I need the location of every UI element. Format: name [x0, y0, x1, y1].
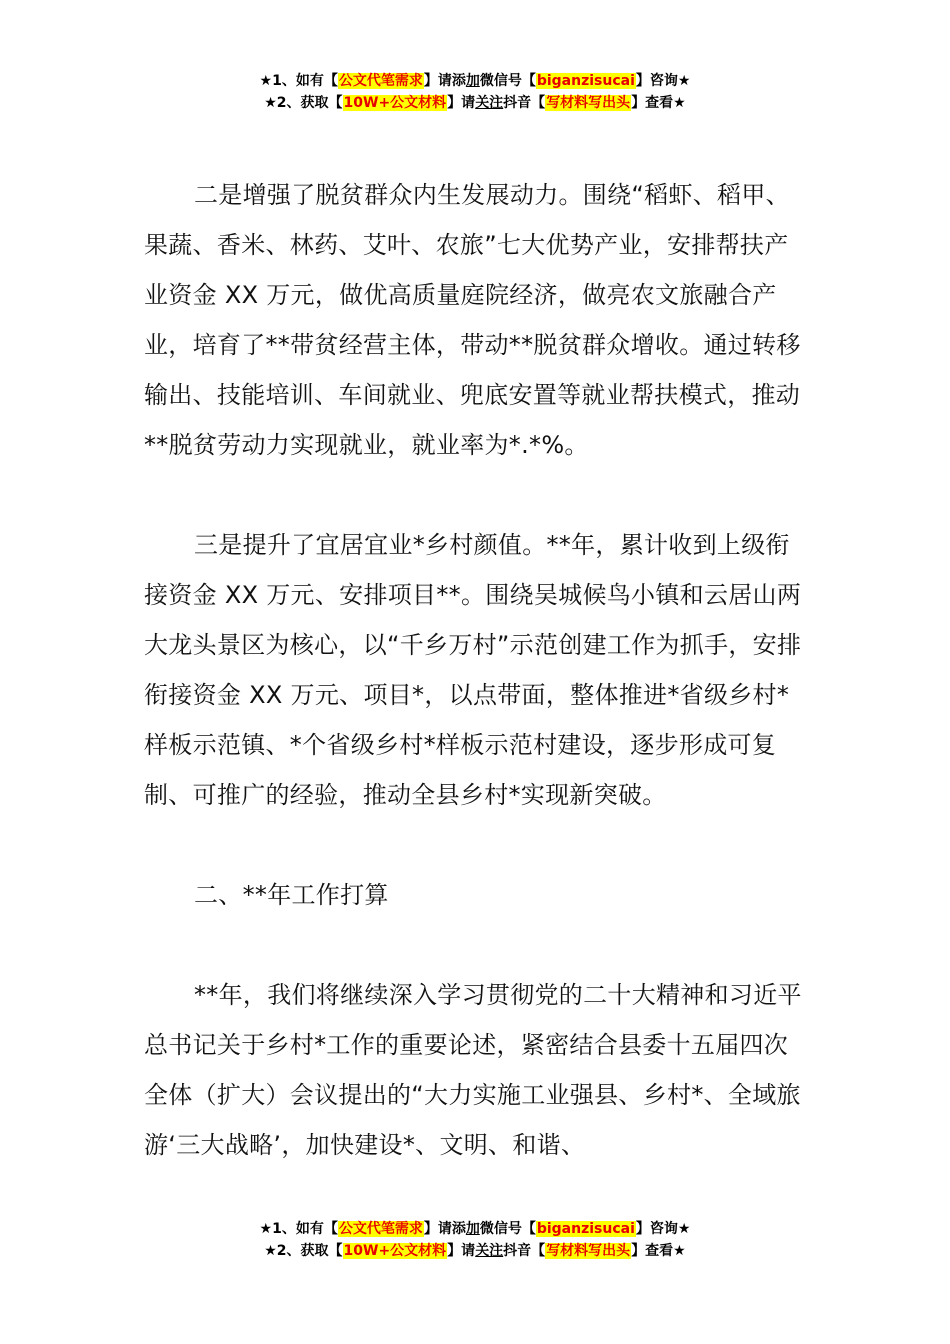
banner-text: 】咨询★: [635, 1221, 691, 1237]
banner-highlight: biganzisucai: [536, 1221, 635, 1237]
document-body: [144, 170, 806, 1170]
banner-line-2: [0, 1240, 950, 1262]
header-banner: [0, 70, 950, 114]
banner-highlight: biganzisucai: [536, 73, 635, 89]
paragraph-3: **年，我们将继续深入学习贯彻党的二十大精神和习近平总书记关于乡村*工作的重要论述，紧密结合县委十五届四次全体（扩大）会议提出的“大力实施工业强县、乡村*、全域旅游‘三大战略’，加快建设*、文明、和谐、: [144, 981, 802, 1159]
paragraph-2: 三是提升了宜居宜业*乡村颜值。**年，累计收到上级衔接资金 XX 万元、安排项目**。围绕吴城候鸟小镇和云居山两大龙头景区为核心，以“千乡万村”示范创建工作为抓手，安排衔接资金 XX 万元、项目*，以点带面，整体推进*省级乡村*样板示范镇、*个省级乡村*样板示范村建设，逐步形成可复制、可推广的经验，推动全县乡村*实现新突破。: [144, 531, 802, 809]
banner-text: 】咨询★: [635, 73, 691, 89]
banner-line-2: [0, 92, 950, 114]
banner-underline: 加: [465, 73, 480, 89]
section-heading: 二、**年工作打算: [194, 881, 389, 909]
banner-highlight: 公文代笔需求: [338, 73, 423, 89]
banner-text: 】请添: [423, 1221, 466, 1237]
banner-highlight: 10W+公文材料: [343, 1243, 447, 1259]
banner-highlight: 写材料写出头: [546, 1243, 631, 1259]
banner-text: ★1、如有【: [259, 73, 338, 89]
paragraph-gap: [144, 470, 806, 520]
banner-text: 】请: [447, 1243, 476, 1259]
paragraph-1: 二是增强了脱贫群众内生发展动力。围绕“稻虾、稻甲、果蔬、香米、林药、艾叶、农旅”七大优势产业，安排帮扶产业资金 XX 万元，做优高质量庭院经济，做亮农文旅融合产业，培育了**带贫经营主体，带动**脱贫群众增收。通过转移输出、技能培训、车间就业、兜底安置等就业帮扶模式，推动**脱贫劳动力实现就业，就业率为*.*%。: [144, 181, 801, 459]
banner-underline: 加: [465, 1221, 480, 1237]
banner-text: 微信号【: [479, 73, 536, 89]
banner-highlight: 10W+公文材料: [343, 95, 447, 111]
banner-underline: 关注: [475, 1243, 504, 1259]
banner-line-1: [0, 70, 950, 92]
banner-text: 抖音【: [503, 95, 546, 111]
banner-text: 抖音【: [503, 1243, 546, 1259]
banner-text: ★1、如有【: [259, 1221, 338, 1237]
banner-text: 微信号【: [479, 1221, 536, 1237]
banner-highlight: 写材料写出头: [546, 95, 631, 111]
banner-line-1: [0, 1218, 950, 1240]
banner-underline: 关注: [475, 95, 504, 111]
banner-text: 】请添: [423, 73, 466, 89]
banner-text: 】查看★: [631, 1243, 686, 1259]
paragraph-gap: [144, 920, 806, 970]
banner-text: ★2、获取【: [264, 95, 343, 111]
banner-text: 】请: [447, 95, 476, 111]
footer-banner: [0, 1218, 950, 1262]
paragraph-gap: [144, 820, 806, 870]
banner-highlight: 公文代笔需求: [338, 1221, 423, 1237]
banner-text: 】查看★: [631, 95, 686, 111]
banner-text: ★2、获取【: [264, 1243, 343, 1259]
